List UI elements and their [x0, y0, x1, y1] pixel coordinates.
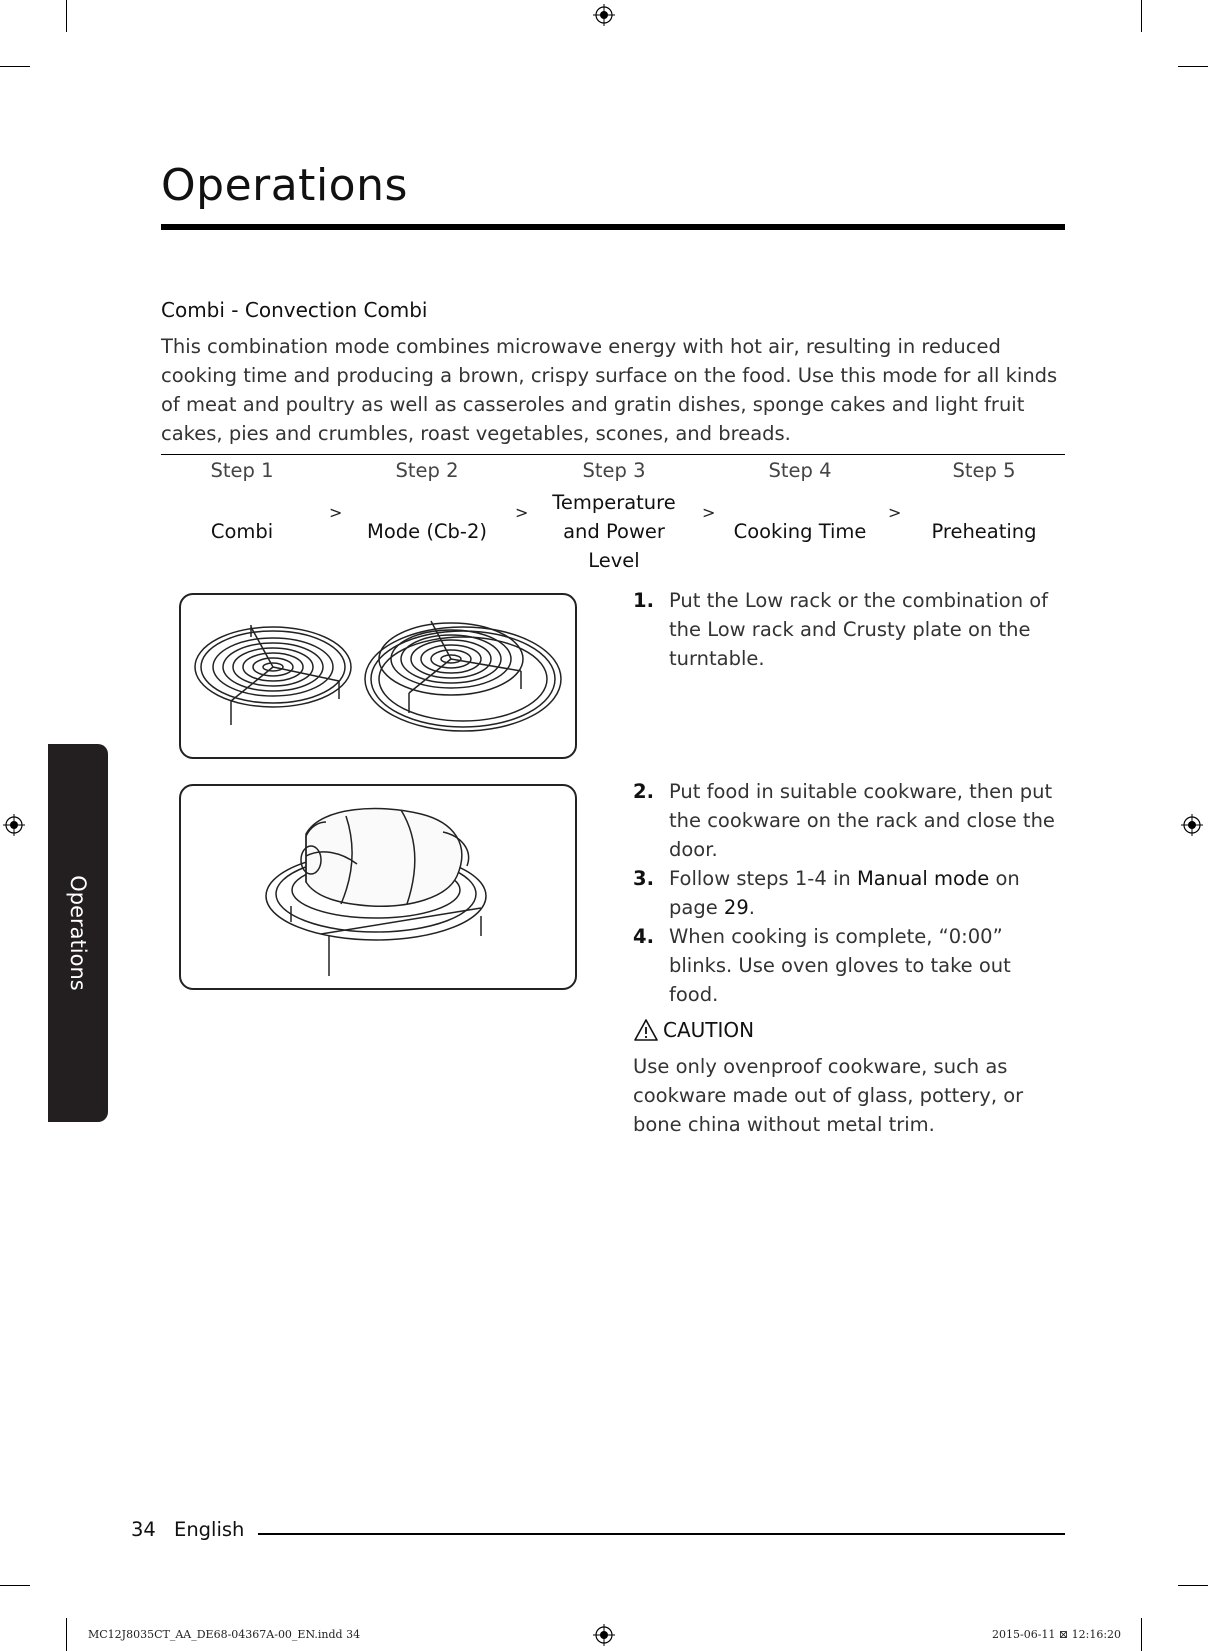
instruction-item-2 [633, 777, 1065, 864]
step-value: Preheating [931, 519, 1037, 543]
side-tab-label: Operations [66, 875, 90, 991]
registration-mark-icon [593, 4, 615, 26]
instruction-number: 3. [633, 867, 654, 890]
step-value: Temperature and Power Level [552, 490, 676, 572]
instruction-text: Put the Low rack or the combination of the Low rack and Crusty plate on the turntable. [669, 589, 1049, 670]
crop-mark [1141, 1618, 1142, 1651]
intro-paragraph: This combination mode combines microwave energy with hot air, resulting in reduced cooking time and producing a brown, crispy surface on the food. Use this mode for all kinds of meat and poultry as well as casseroles and gratin dishes, sponge cakes and light fruit cakes, pies and crumbles, roast vegetables, scones, and breads. [161, 335, 1058, 445]
page-title: Operations [161, 160, 408, 211]
instruction-item-1 [633, 586, 1065, 673]
crop-mark [0, 1585, 30, 1586]
instruction-number: 1. [633, 589, 654, 612]
page-reference-link[interactable]: 29 [723, 896, 749, 919]
registration-mark-icon [3, 814, 25, 836]
instruction-text-post: . [748, 896, 755, 919]
caution-heading [633, 1018, 754, 1042]
instruction-text: When cooking is complete, “0:00” blinks. Use oven gloves to take out food. [669, 925, 1011, 1006]
section-heading: Combi - Convection Combi [161, 298, 428, 322]
step-4 [720, 456, 880, 576]
rack-illustration [179, 593, 577, 759]
chicken-on-rack-illustration [179, 784, 577, 990]
instruction-text [633, 864, 1065, 922]
manual-mode-link[interactable]: Manual mode [856, 867, 990, 890]
step-label: Step 5 [952, 459, 1016, 482]
instruction-text-mid: on page [669, 867, 1020, 919]
warning-triangle-icon [633, 1018, 659, 1042]
caution-label: CAUTION [663, 1018, 755, 1042]
print-slug-timestamp: 2015-06-11 ⊠ 12:16:20 [992, 1628, 1122, 1641]
instruction-number: 4. [633, 925, 654, 948]
instruction-text: Put food in suitable cookware, then put the cookware on the rack and close the door. [669, 780, 1055, 861]
step-separator: > [702, 503, 716, 522]
print-slug-filename: MC12J8035CT_AA_DE68-04367A-00_EN.indd 34 [88, 1628, 361, 1641]
step-value: Mode (Cb-2) [367, 519, 487, 543]
title-rule [161, 224, 1065, 230]
step-label: Step 2 [395, 459, 459, 482]
crop-mark [66, 0, 67, 32]
step-label: Step 1 [210, 459, 274, 482]
steps-table-rule [161, 454, 1065, 455]
step-value: Cooking Time [733, 519, 867, 543]
instruction-text-pre: Follow steps 1-4 in [669, 867, 857, 890]
step-value: Combi [210, 519, 274, 543]
step-3 [534, 456, 694, 576]
roast-chicken-drawing [181, 786, 575, 988]
step-1 [162, 456, 322, 576]
page-number: 34 [131, 1518, 156, 1541]
step-label: Step 3 [582, 459, 646, 482]
instruction-item-4 [633, 922, 1065, 1009]
caution-text: Use only ovenproof cookware, such as cookware made out of glass, pottery, or bone china without metal trim. [633, 1055, 1024, 1136]
step-5 [904, 456, 1064, 576]
footer-language: English [174, 1518, 245, 1541]
registration-mark-icon [1181, 814, 1203, 836]
instruction-item-3 [633, 864, 1065, 922]
instruction-number: 2. [633, 780, 654, 803]
crop-mark [1178, 66, 1208, 67]
crop-mark [0, 66, 30, 67]
registration-mark-icon [593, 1624, 615, 1646]
step-separator: > [515, 503, 529, 522]
step-separator: > [888, 503, 902, 522]
step-separator: > [329, 503, 343, 522]
low-rack-drawing [181, 595, 575, 757]
step-label: Step 4 [768, 459, 832, 482]
crop-mark [1141, 0, 1142, 32]
footer-rule [258, 1533, 1065, 1535]
crop-mark [66, 1618, 67, 1651]
step-2 [347, 456, 507, 576]
crop-mark [1178, 1585, 1208, 1586]
